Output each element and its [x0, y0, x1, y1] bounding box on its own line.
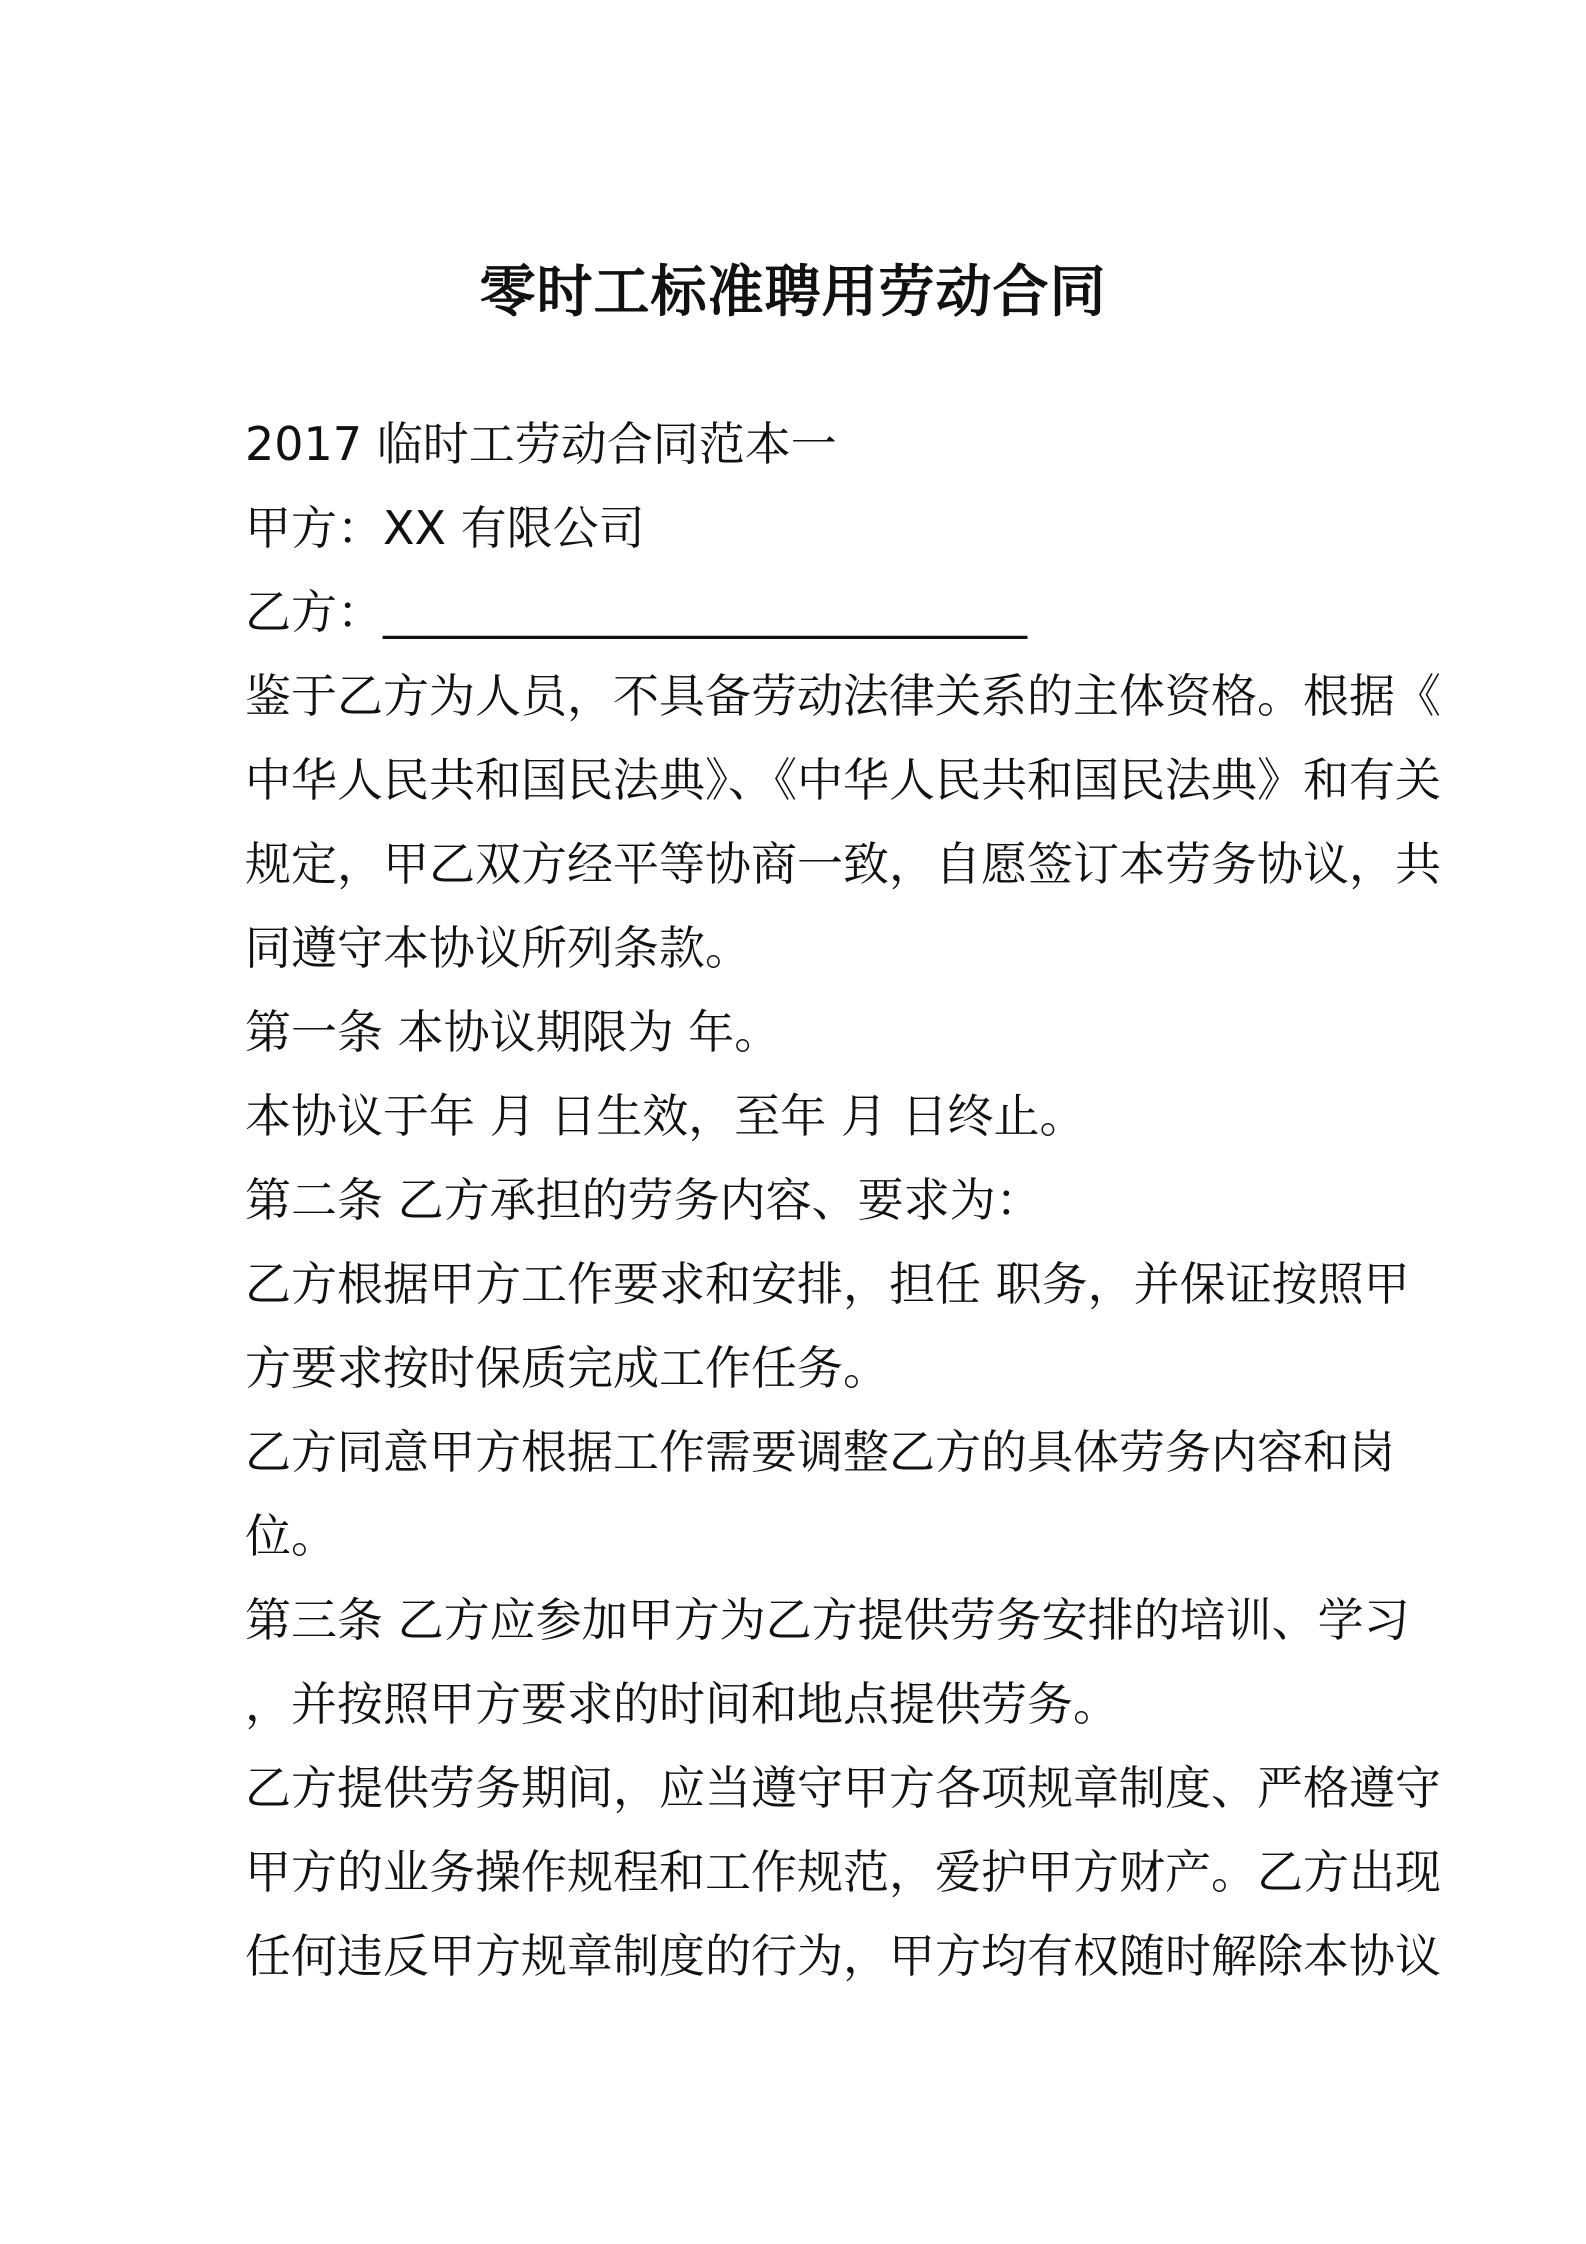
preamble-line: 规定，甲乙双方经平等协商一致，自愿签订本劳务协议，共: [245, 837, 1441, 891]
party-a-line: 甲方：XX 有限公司: [245, 501, 645, 555]
article-1-line: 第一条 本协议期限为 年。: [245, 1005, 781, 1059]
preamble-line: 同遵守本协议所列条款。: [245, 921, 751, 975]
article-3-line: ，并按照甲方要求的时间和地点提供劳务。: [245, 1677, 1119, 1731]
article-1-line: 本协议于年 月 日生效，至年 月 日终止。: [245, 1089, 1086, 1143]
article-2-line: 乙方同意甲方根据工作需要调整乙方的具体劳务内容和岗: [245, 1425, 1395, 1479]
preamble-line: 鉴于乙方为人员，不具备劳动法律关系的主体资格。根据《: [245, 669, 1441, 723]
document-subtitle-line: 2017 临时工劳动合同范本一: [245, 417, 837, 471]
article-2-line: 乙方根据甲方工作要求和安排，担任 职务，并保证按照甲: [245, 1257, 1410, 1311]
article-2-line: 第二条 乙方承担的劳务内容、要求为：: [245, 1173, 1042, 1227]
preamble-line: 中华人民共和国民法典》、《中华人民共和国民法典》和有关: [245, 753, 1441, 807]
article-3-line: 任何违反甲方规章制度的行为，甲方均有权随时解除本协议: [245, 1929, 1441, 1983]
article-2-line: 位。: [245, 1509, 337, 1563]
document-title: 零时工标准聘用劳动合同: [479, 260, 1107, 325]
article-2-line: 方要求按时保质完成工作任务。: [245, 1341, 889, 1395]
article-3-line: 第三条 乙方应参加甲方为乙方提供劳务安排的培训、学习: [245, 1593, 1410, 1647]
article-3-line: 乙方提供劳务期间，应当遵守甲方各项规章制度、严格遵守: [245, 1761, 1441, 1815]
party-b-line: 乙方：____________________________: [245, 585, 1027, 639]
document-body: [245, 402, 1445, 1998]
article-3-line: 甲方的业务操作规程和工作规范，爱护甲方财产。乙方出现: [245, 1845, 1441, 1899]
